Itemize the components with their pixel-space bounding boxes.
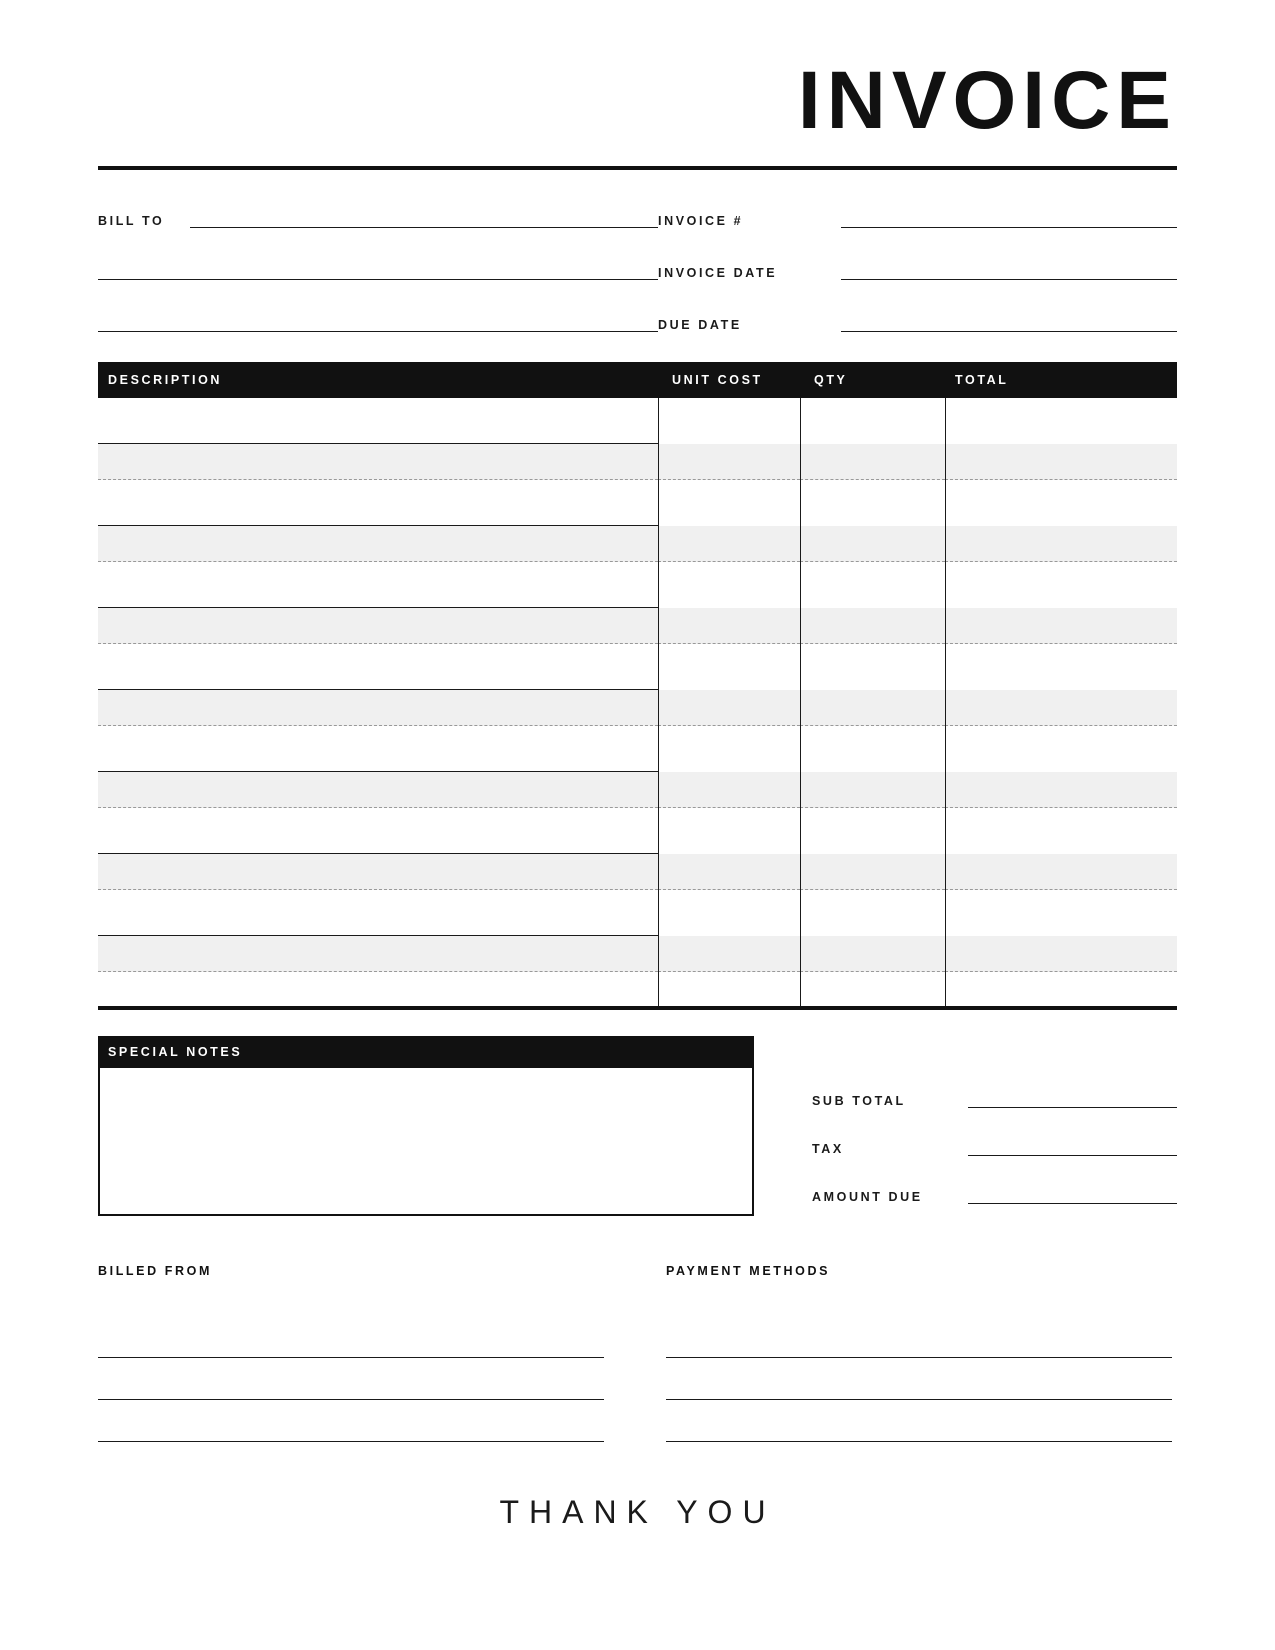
- invoice-date-label: INVOICE DATE: [658, 266, 778, 280]
- cell-qty[interactable]: [800, 644, 945, 726]
- table-row: [98, 480, 1177, 562]
- cell-description[interactable]: [98, 562, 658, 644]
- cell-description[interactable]: [98, 480, 658, 562]
- table-body-padding: [98, 972, 1177, 1006]
- column-header-description: DESCRIPTION: [108, 373, 223, 387]
- column-separator-3: [945, 398, 946, 1006]
- column-header-total: TOTAL: [955, 373, 1009, 387]
- bill-to-row-3: [98, 280, 658, 332]
- due-date-label: DUE DATE: [658, 318, 742, 332]
- cell-qty[interactable]: [800, 726, 945, 808]
- table-row: [98, 644, 1177, 726]
- invoice-number-label: INVOICE #: [658, 214, 744, 228]
- bill-to-field-2[interactable]: [98, 279, 658, 280]
- cell-unit-cost[interactable]: [658, 644, 800, 726]
- special-notes-header: [98, 1036, 754, 1068]
- table-row: [98, 890, 1177, 972]
- cell-total[interactable]: [945, 890, 1177, 972]
- cell-description[interactable]: [98, 808, 658, 890]
- bill-to-block: [98, 198, 658, 332]
- notes-and-totals: [98, 1036, 1177, 1216]
- tax-field[interactable]: [968, 1155, 1177, 1156]
- cell-description[interactable]: [98, 398, 658, 480]
- table-row: [98, 562, 1177, 644]
- invoice-date-row: [658, 228, 1177, 280]
- cell-unit-cost[interactable]: [658, 808, 800, 890]
- cell-description[interactable]: [98, 726, 658, 808]
- invoice-details-block: [658, 198, 1177, 332]
- amount-due-row: [812, 1156, 1177, 1204]
- table-row: [98, 808, 1177, 890]
- table-header-row: [98, 362, 1177, 398]
- invoice-date-field[interactable]: [841, 279, 1177, 280]
- thank-you-text: THANK YOU: [499, 1494, 776, 1530]
- invoice-number-field[interactable]: [841, 227, 1177, 228]
- title-divider: [98, 166, 1177, 170]
- cell-total[interactable]: [945, 808, 1177, 890]
- column-separator-2: [800, 398, 801, 1006]
- cell-qty[interactable]: [800, 480, 945, 562]
- payment-methods-field-1[interactable]: [666, 1316, 1172, 1358]
- special-notes-input[interactable]: [98, 1068, 754, 1216]
- bill-to-label: BILL TO: [98, 214, 165, 228]
- billed-from-field-2[interactable]: [98, 1358, 604, 1400]
- column-header-unit-cost: UNIT COST: [672, 373, 763, 387]
- bill-to-field-1[interactable]: [190, 227, 658, 228]
- cell-unit-cost[interactable]: [658, 562, 800, 644]
- column-separator-1: [658, 398, 659, 1006]
- totals-block: [754, 1036, 1177, 1216]
- cell-qty[interactable]: [800, 808, 945, 890]
- tax-label: TAX: [812, 1142, 844, 1156]
- cell-total[interactable]: [945, 562, 1177, 644]
- cell-qty[interactable]: [800, 890, 945, 972]
- cell-unit-cost[interactable]: [658, 480, 800, 562]
- column-header-qty: QTY: [814, 373, 848, 387]
- billed-from-field-3[interactable]: [98, 1400, 604, 1442]
- billed-from-field-1[interactable]: [98, 1316, 604, 1358]
- cell-total[interactable]: [945, 398, 1177, 480]
- special-notes-block: [98, 1036, 754, 1216]
- bill-to-row: [98, 198, 658, 228]
- footer-blocks: [98, 1264, 1177, 1442]
- cell-unit-cost[interactable]: [658, 890, 800, 972]
- sub-total-field[interactable]: [968, 1107, 1177, 1108]
- due-date-row: [658, 280, 1177, 332]
- title-row: [98, 0, 1177, 150]
- cell-description[interactable]: [98, 890, 658, 972]
- bill-to-row-2: [98, 228, 658, 280]
- payment-methods-block: [666, 1264, 1172, 1442]
- cell-total[interactable]: [945, 480, 1177, 562]
- invoice-meta: [98, 198, 1177, 332]
- cell-unit-cost[interactable]: [658, 726, 800, 808]
- line-items-table: [98, 362, 1177, 1010]
- payment-methods-label: PAYMENT METHODS: [666, 1264, 831, 1278]
- sub-total-label: SUB TOTAL: [812, 1094, 906, 1108]
- special-notes-label: SPECIAL NOTES: [108, 1045, 243, 1059]
- table-row: [98, 726, 1177, 808]
- payment-methods-field-2[interactable]: [666, 1358, 1172, 1400]
- sub-total-row: [812, 1060, 1177, 1108]
- bill-to-field-3[interactable]: [98, 331, 658, 332]
- page-title: INVOICE: [797, 55, 1177, 146]
- cell-total[interactable]: [945, 726, 1177, 808]
- cell-description[interactable]: [98, 644, 658, 726]
- invoice-number-row: [658, 198, 1177, 228]
- billed-from-block: [98, 1264, 604, 1442]
- payment-methods-field-3[interactable]: [666, 1400, 1172, 1442]
- amount-due-label: AMOUNT DUE: [812, 1190, 923, 1204]
- cell-unit-cost[interactable]: [658, 398, 800, 480]
- cell-qty[interactable]: [800, 562, 945, 644]
- table-body: [98, 398, 1177, 1010]
- cell-total[interactable]: [945, 644, 1177, 726]
- tax-row: [812, 1108, 1177, 1156]
- billed-from-label: BILLED FROM: [98, 1264, 213, 1278]
- cell-qty[interactable]: [800, 398, 945, 480]
- amount-due-field[interactable]: [968, 1203, 1177, 1204]
- table-row: [98, 398, 1177, 480]
- due-date-field[interactable]: [841, 331, 1177, 332]
